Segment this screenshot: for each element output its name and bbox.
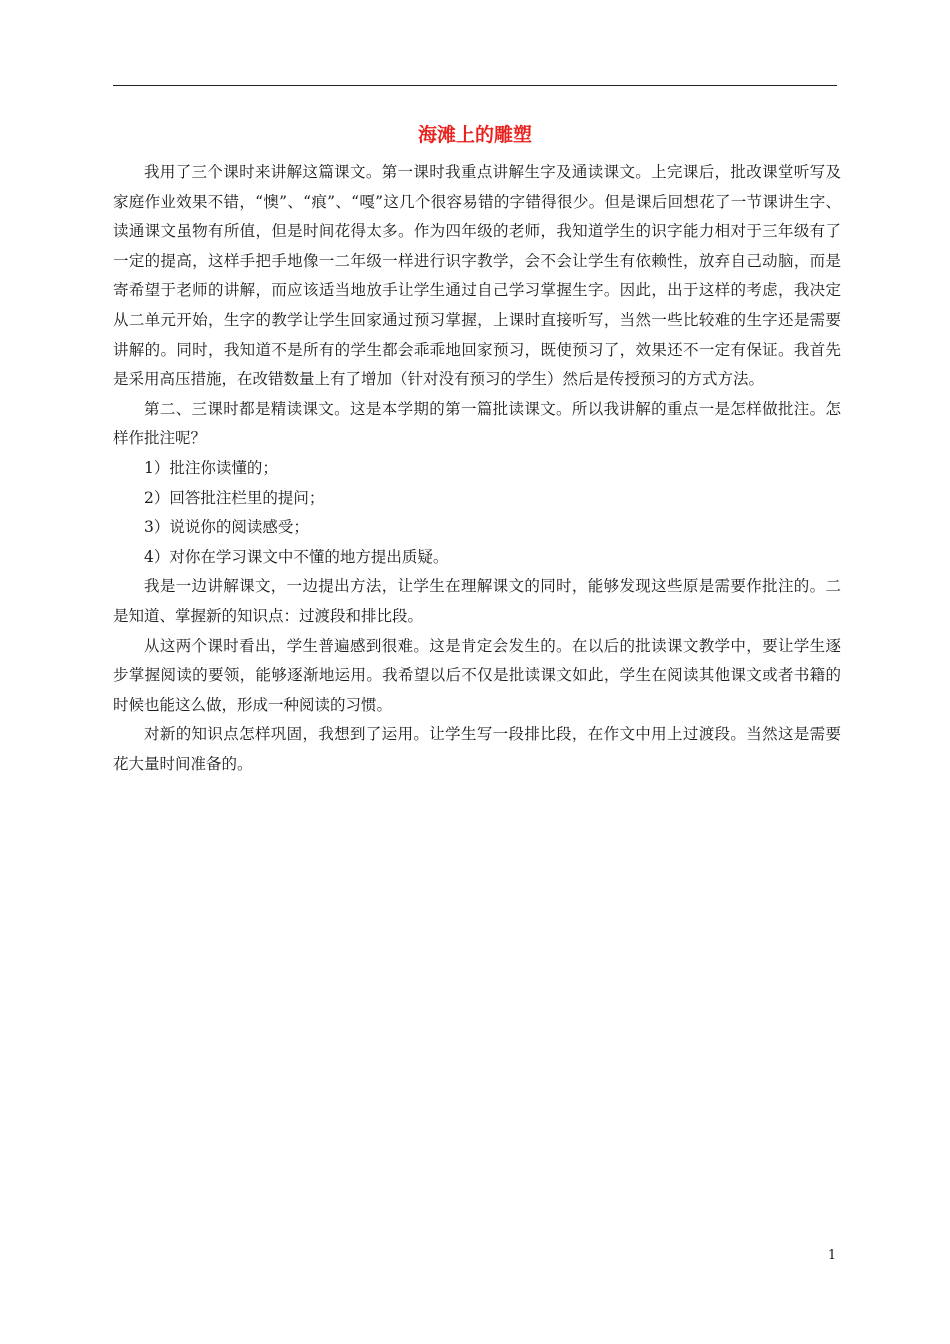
paragraph-2: 第二、三课时都是精读课文。这是本学期的第一篇批读课文。所以我讲解的重点一是怎样做批注。怎样作批注呢？ — [113, 399, 841, 448]
list-item-2: 2）回答批注栏里的提问； — [144, 488, 325, 507]
list-item-1: 1）批注你读懂的； — [144, 458, 278, 477]
paragraph-5: 对新的知识点怎样巩固，我想到了运用。让学生写一段排比段，在作文中用上过渡段。当然这是需要花大量时间准备的。 — [113, 725, 841, 773]
list-item-4: 4）对你在学习课文中不懂的地方提出质疑。 — [144, 547, 449, 566]
page-number: 1 — [827, 1248, 837, 1263]
header-rule — [113, 85, 837, 86]
paragraph-4: 从这两个课时看出，学生普遍感到很难。这是肯定会发生的。在以后的批读课文教学中，要让学生逐步掌握阅读的要领，能够逐渐地运用。我希望以后不仅是批读课文如此，学生在阅读其他课文或者书籍的时候也能这么做，形成一种阅读的习惯。 — [113, 636, 841, 714]
document-title: 海滩上的雕塑 — [417, 124, 532, 146]
document-body — [113, 158, 841, 779]
paragraph-3: 我是一边讲解课文，一边提出方法，让学生在理解课文的同时，能够发现这些原是需要作批注的。二是知道、掌握新的知识点：过渡段和排比段。 — [113, 577, 841, 625]
paragraph-1: 我用了三个课时来讲解这篇课文。第一课时我重点讲解生字及通读课文。上完课后，批改课堂听写及家庭作业效果不错，“懊”、“痕”、“嘎”这几个很容易错的字错得很少。但是课后回想花了一节课讲生字、读通课文虽物有所值，但是时间花得太多。作为四年级的老师，我知道学生的识字能力相对于三年级有了一定的提高，这样手把手地像一二年级一样进行识字教学，会不会让学生有依赖性，放弃自己动脑，而是寄希望于老师的讲解，而应该适当地放手让学生通过自己学习掌握生字。因此，出于这样的考虑，我决定从二单元开始，生字的教学让学生回家通过预习掌握，上课时直接听写，当然一些比较难的生字还是需要讲解的。同时，我知道不是所有的学生都会乖乖地回家预习，既使预习了，效果还不一定有保证。我首先是采用高压措施，在改错数量上有了增加（针对没有预习的学生）然后是传授预习的方式方法。 — [113, 163, 841, 389]
list-item-3: 3）说说你的阅读感受； — [144, 518, 309, 537]
